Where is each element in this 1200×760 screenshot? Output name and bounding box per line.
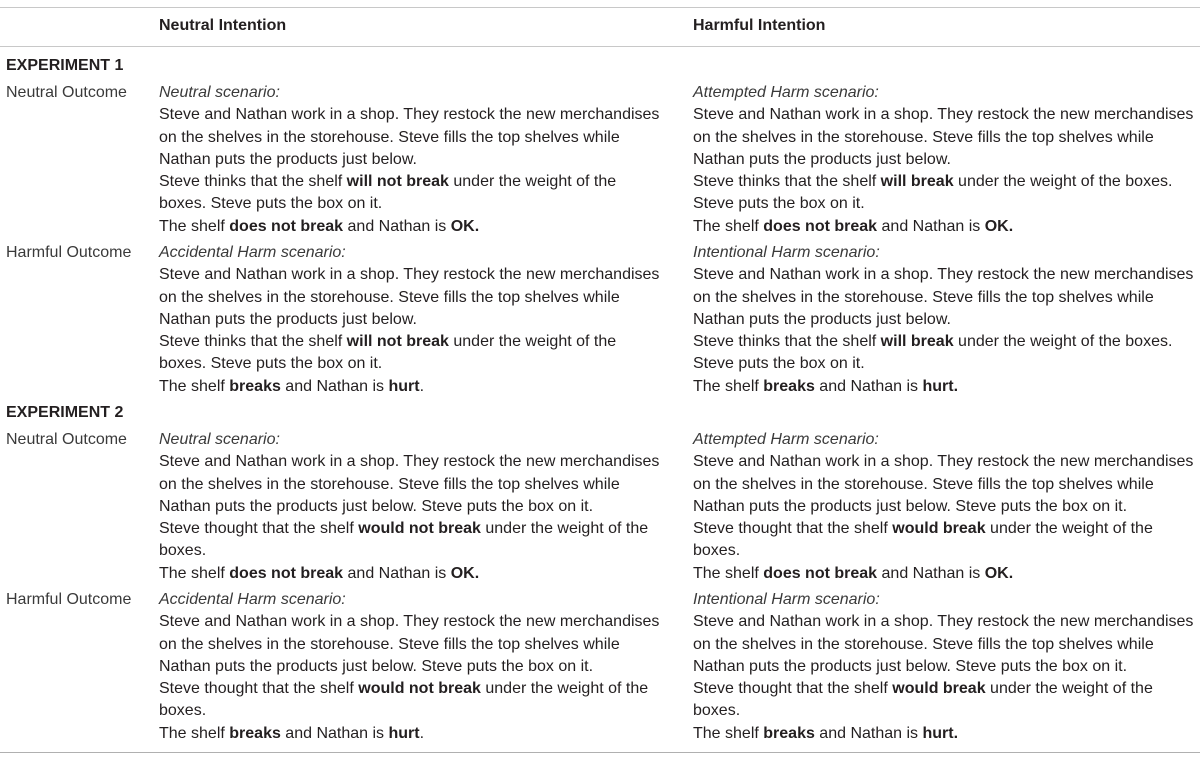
scenario-belief-line: Steve thinks that the shelf will not break under the weight of the [159, 333, 617, 351]
scenario-line: on the shelves in the storehouse. Steve fills the top shelves while [159, 128, 620, 146]
scenario-line: Nathan puts the products just below. [159, 310, 417, 328]
table-cell [693, 429, 1198, 585]
column-header-neutral-intention: Neutral Intention [159, 17, 287, 34]
scenario-line: Steve and Nathan work in a shop. They restock the new merchandises [693, 266, 1194, 284]
row-label-harmful-outcome: Harmful Outcome [6, 591, 132, 608]
table-cell [693, 242, 1198, 398]
scenario-line: Nathan puts the products just below. [693, 310, 951, 328]
scenario-line: Steve and Nathan work in a shop. They restock the new merchandises [693, 613, 1194, 631]
scenario-line: on the shelves in the storehouse. Steve fills the top shelves while [693, 128, 1154, 146]
scenario-belief-line: Steve thought that the shelf would not break under the weight of the [159, 680, 649, 698]
scenario-line: on the shelves in the storehouse. Steve fills the top shelves while [159, 475, 620, 493]
table-cell [159, 82, 679, 238]
scenario-belief-line: Steve thinks that the shelf will not break under the weight of the [159, 173, 617, 191]
scenario-outcome-line: The shelf does not break and Nathan is OK. [693, 564, 1014, 582]
table-cell [693, 589, 1198, 745]
table-bottom-rule [0, 752, 1200, 753]
scenario-line: on the shelves in the storehouse. Steve fills the top shelves while [159, 635, 620, 653]
section-label-experiment-2: EXPERIMENT 2 [6, 404, 124, 421]
scenario-outcome-line: The shelf breaks and Nathan is hurt. [693, 377, 959, 395]
scenario-line: Steve and Nathan work in a shop. They restock the new merchandises [159, 266, 660, 284]
scenario-outcome-line: The shelf breaks and Nathan is hurt. [159, 724, 425, 742]
scenario-belief-line: Steve thinks that the shelf will break under the weight of the boxes. [693, 173, 1173, 191]
scenario-line: Nathan puts the products just below. Steve puts the box on it. [159, 497, 594, 515]
column-header-harmful-intention: Harmful Intention [693, 17, 826, 34]
scenario-title: Neutral scenario: [159, 431, 280, 448]
scenario-outcome-line: The shelf does not break and Nathan is OK. [693, 217, 1014, 235]
scenario-line: Steve puts the box on it. [693, 195, 865, 213]
row-label-neutral-outcome: Neutral Outcome [6, 431, 127, 448]
scenario-line: on the shelves in the storehouse. Steve fills the top shelves while [693, 288, 1154, 306]
scenario-line: boxes. [159, 542, 207, 560]
scenario-belief-line: Steve thought that the shelf would not break under the weight of the [159, 520, 649, 538]
scenario-outcome-line: The shelf does not break and Nathan is OK. [159, 217, 480, 235]
scenario-title: Intentional Harm scenario: [693, 244, 880, 261]
scenario-outcome-line: The shelf breaks and Nathan is hurt. [159, 377, 425, 395]
scenario-title: Attempted Harm scenario: [693, 431, 879, 448]
scenario-line: boxes. Steve puts the box on it. [159, 355, 383, 373]
table-cell [159, 589, 679, 745]
scenario-line: boxes. [693, 702, 741, 720]
scenario-line: Steve puts the box on it. [693, 355, 865, 373]
scenario-outcome-line: The shelf breaks and Nathan is hurt. [693, 724, 959, 742]
row-label-neutral-outcome: Neutral Outcome [6, 84, 127, 101]
scenario-line: boxes. [693, 542, 741, 560]
scenario-line: on the shelves in the storehouse. Steve fills the top shelves while [693, 635, 1154, 653]
scenario-line: Steve and Nathan work in a shop. They restock the new merchandises [159, 106, 660, 124]
table-cell [159, 242, 679, 398]
scenario-title: Neutral scenario: [159, 84, 280, 101]
scenario-line: Nathan puts the products just below. [693, 150, 951, 168]
scenario-line: Nathan puts the products just below. Steve puts the box on it. [159, 657, 594, 675]
scenario-title: Attempted Harm scenario: [693, 84, 879, 101]
scenario-outcome-line: The shelf does not break and Nathan is OK. [159, 564, 480, 582]
scenario-line: Nathan puts the products just below. [159, 150, 417, 168]
scenario-title: Intentional Harm scenario: [693, 591, 880, 608]
table-top-rule [0, 7, 1200, 8]
scenario-line: on the shelves in the storehouse. Steve fills the top shelves while [159, 288, 620, 306]
scenario-line: Nathan puts the products just below. Steve puts the box on it. [693, 657, 1128, 675]
scenario-line: Nathan puts the products just below. Steve puts the box on it. [693, 497, 1128, 515]
scenario-line: boxes. Steve puts the box on it. [159, 195, 383, 213]
scenario-line: Steve and Nathan work in a shop. They restock the new merchandises [159, 613, 660, 631]
scenario-line: Steve and Nathan work in a shop. They restock the new merchandises [693, 453, 1194, 471]
scenario-line: Steve and Nathan work in a shop. They restock the new merchandises [693, 106, 1194, 124]
table-cell [693, 82, 1198, 238]
table-cell [159, 429, 679, 585]
scenario-line: Steve and Nathan work in a shop. They restock the new merchandises [159, 453, 660, 471]
scenario-line: on the shelves in the storehouse. Steve fills the top shelves while [693, 475, 1154, 493]
scenario-belief-line: Steve thought that the shelf would break under the weight of the [693, 520, 1153, 538]
scenario-title: Accidental Harm scenario: [159, 591, 346, 608]
scenario-line: boxes. [159, 702, 207, 720]
header-rule [0, 46, 1200, 47]
scenario-belief-line: Steve thought that the shelf would break under the weight of the [693, 680, 1153, 698]
row-label-harmful-outcome: Harmful Outcome [6, 244, 132, 261]
section-label-experiment-1: EXPERIMENT 1 [6, 57, 124, 74]
scenario-title: Accidental Harm scenario: [159, 244, 346, 261]
scenario-belief-line: Steve thinks that the shelf will break under the weight of the boxes. [693, 333, 1173, 351]
